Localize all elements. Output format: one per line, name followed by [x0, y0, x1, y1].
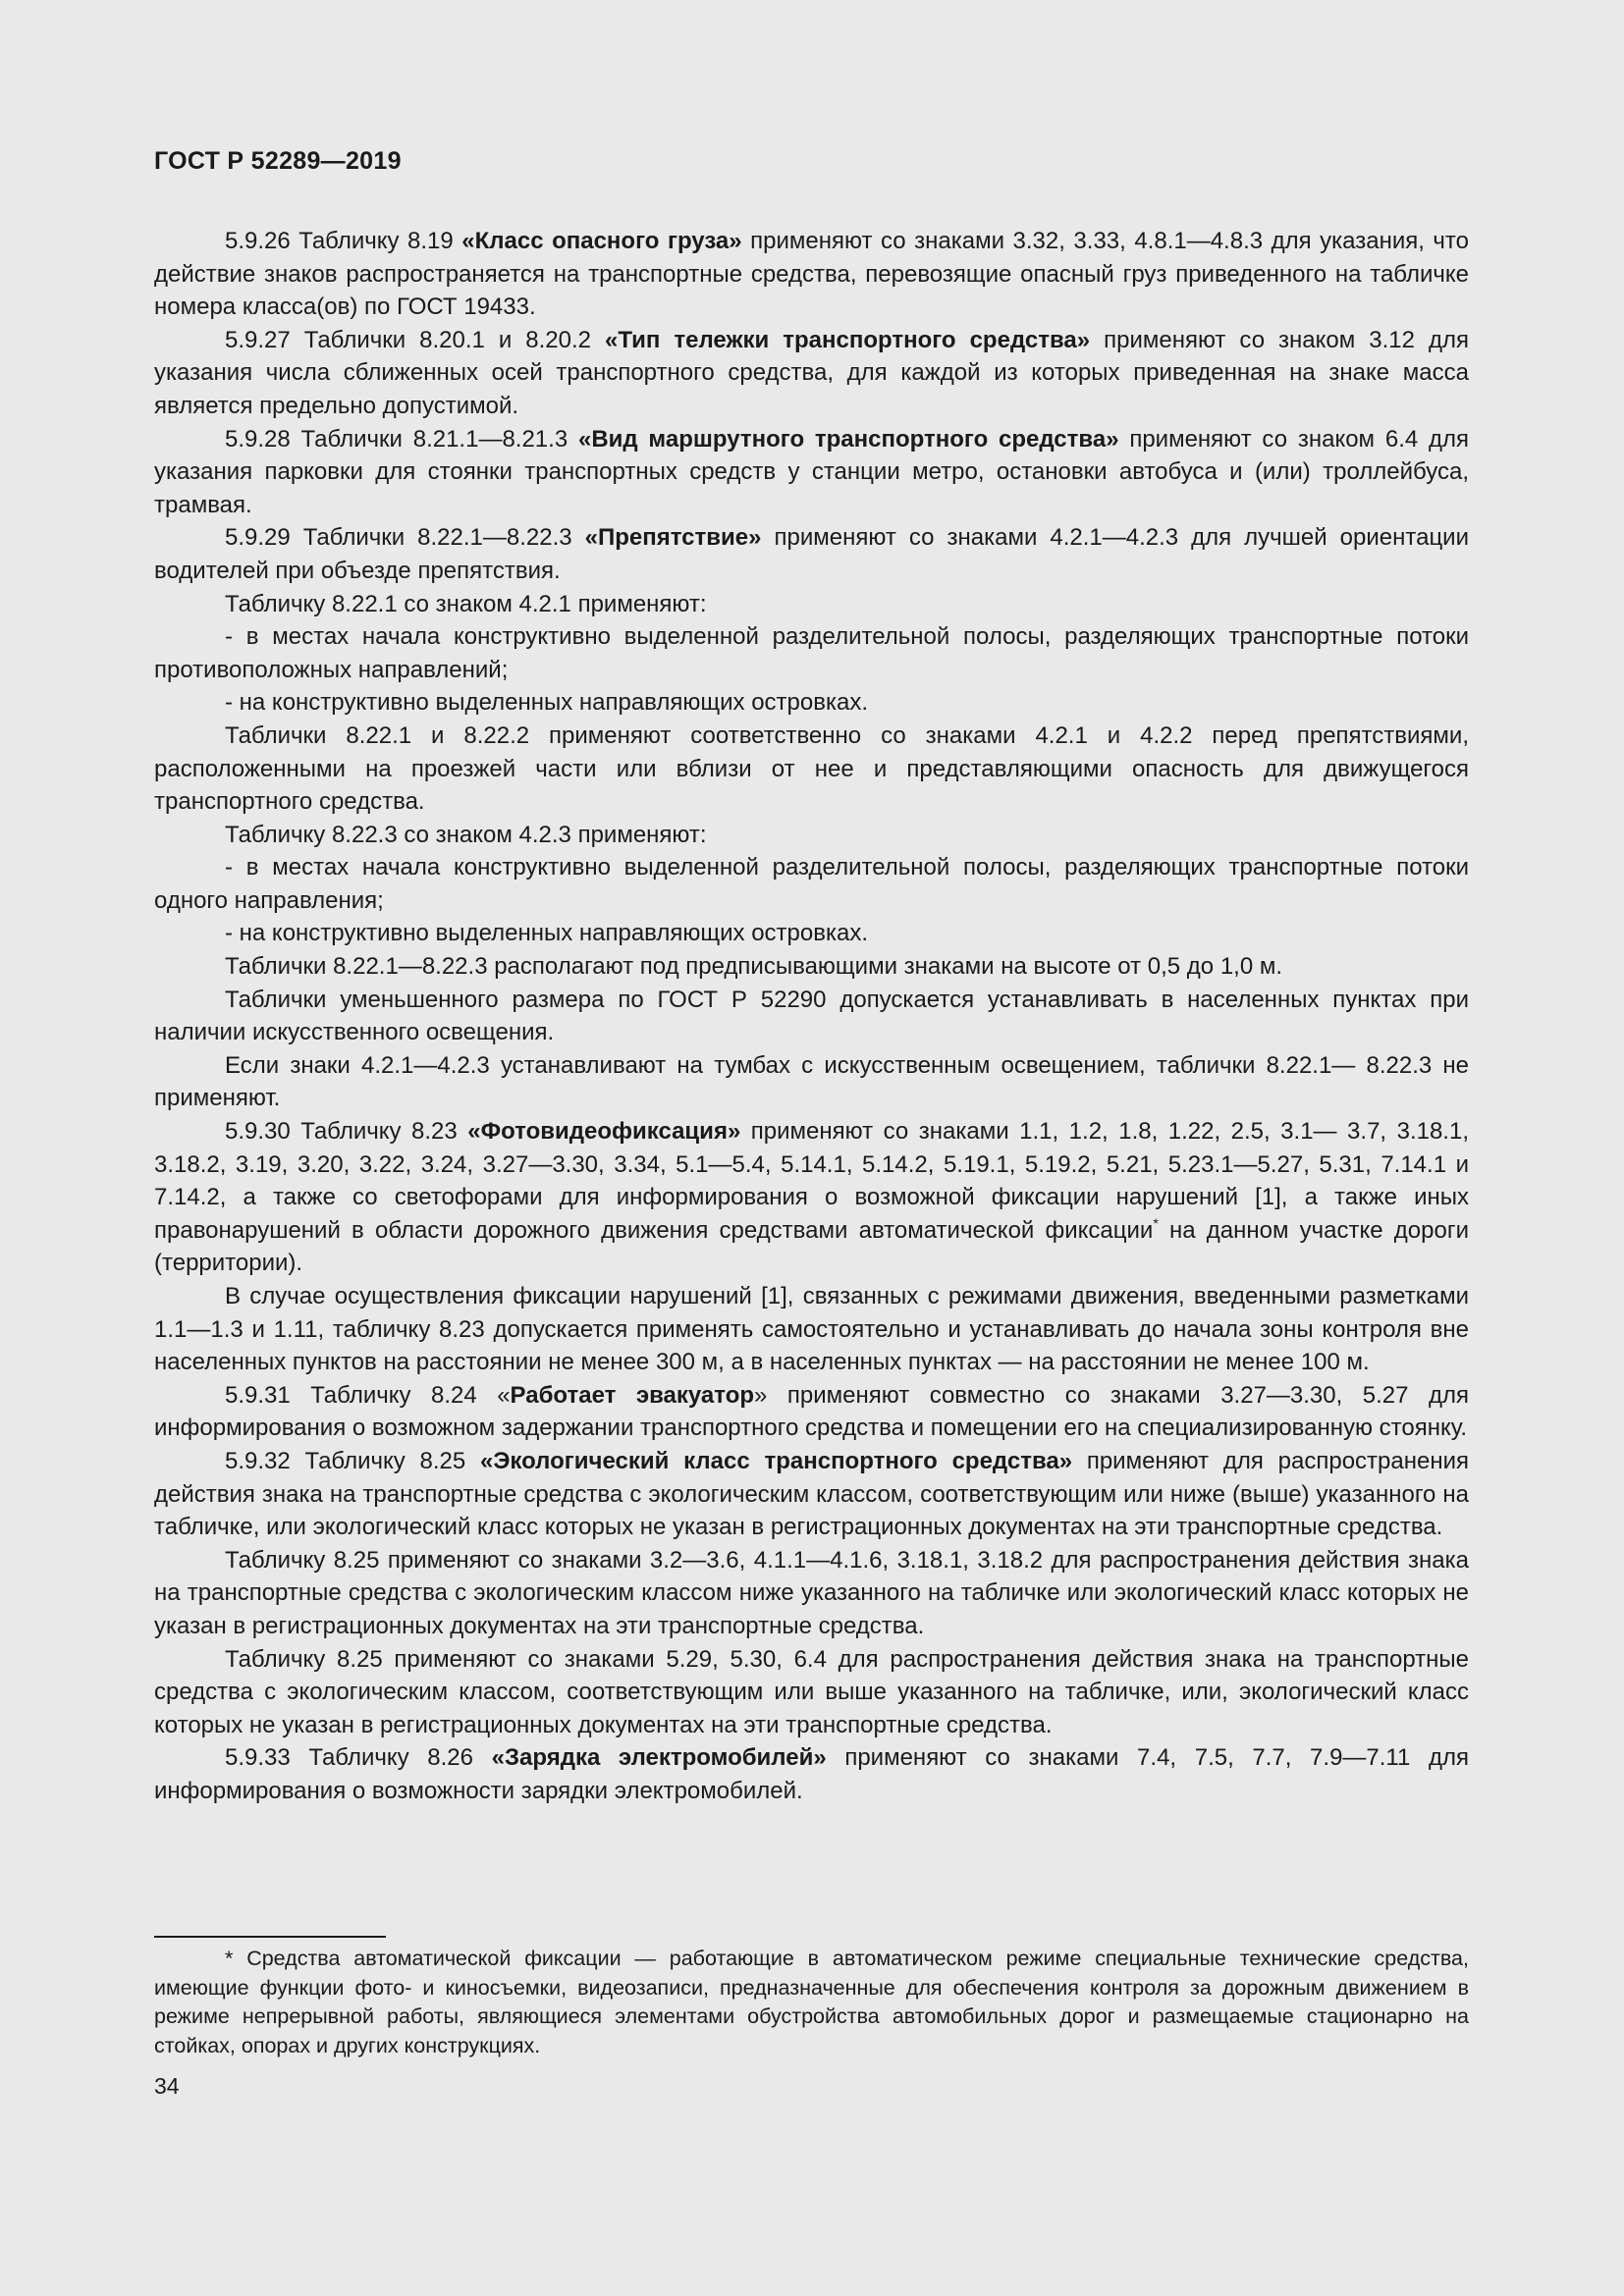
term-title: «Вид маршрутного транспортного средства» — [577, 425, 1119, 453]
paragraph — [154, 819, 1469, 852]
term-title: Работает эвакуатор — [510, 1381, 755, 1409]
body-text — [154, 225, 1469, 1808]
paragraph-text: на данном участке дороги (территории). — [154, 1216, 1469, 1277]
paragraph-text: В случае осуществления фиксации нарушений [1], связанных с режимами движения, введенными разметками 1.1—1.3 и 1.11, табличку 8.23 допускается применять самостоятельно и устанавливать до начала зоны контроля вне населенных пунктов на расстоянии не менее 300 м, а в населенных пунктах — на расстоянии не менее 100 м. — [154, 1283, 1469, 1376]
paragraph — [154, 1115, 1469, 1280]
paragraph — [154, 588, 1469, 621]
paragraph — [154, 1379, 1469, 1445]
paragraph — [154, 917, 1469, 950]
footnote-divider — [154, 1936, 386, 1938]
paragraph-text: 5.9.31 Табличку 8.24 « — [225, 1381, 511, 1409]
footnotes — [154, 1945, 1469, 2060]
paragraph — [154, 1544, 1469, 1643]
paragraph-text: - на конструктивно выделенных направляющих островках. — [225, 689, 869, 717]
term-title: «Тип тележки транспортного средства» — [605, 326, 1091, 353]
paragraph-text: применяют для распространения действия знака на транспортные средства с экологическим классом, соответствующим или ниже (выше) указанного на табличке, или экологический класс которых не указан в регистрационных документах на эти транспортные средства. — [154, 1447, 1469, 1541]
paragraph — [154, 1643, 1469, 1742]
paragraph-text: применяют со знаками 3.32, 3.33, 4.8.1—4.8.3 для указания, что действие знаков распространяется на транспортные средства, перевозящие опасный груз приведенного на табличке номера класса(ов) по ГОСТ 19433. — [154, 228, 1469, 321]
paragraph-text: применяют со знаком 6.4 для указания парковки для стоянки транспортных средств у станции метро, остановки автобуса и (или) троллейбуса, трамвая. — [154, 425, 1470, 518]
term-title: «Класс опасного груза» — [461, 228, 742, 254]
paragraph — [154, 1445, 1469, 1544]
paragraph — [154, 1049, 1469, 1115]
paragraph-text: 5.9.32 Табличку 8.25 — [225, 1447, 480, 1474]
paragraph-text: Табличку 8.22.3 со знаком 4.2.3 применяют: — [225, 821, 707, 848]
paragraph-text: Если знаки 4.2.1—4.2.3 устанавливают на тумбах с искусственным освещением, таблички 8.22.1— 8.22.3 не применяют. — [154, 1051, 1469, 1112]
paragraph — [154, 1741, 1469, 1807]
paragraph-text: Табличку 8.25 применяют со знаками 3.2—3.6, 4.1.1—4.1.6, 3.18.1, 3.18.2 для распространения действия знака на транспортные средства с экологическим классом ниже указанного на табличке или экологический класс которых не указан в регистрационных документах на эти транспортные средства. — [154, 1546, 1469, 1639]
paragraph-text: Таблички 8.22.1—8.22.3 располагают под предписывающими знаками на высоте от 0,5 до 1,0 м. — [225, 953, 1283, 981]
paragraph — [154, 1280, 1469, 1379]
paragraph-text: Табличку 8.25 применяют со знаками 5.29, 5.30, 6.4 для распространения действия знака на транспортные средства с экологическим классом, соответствующим или выше указанного на табличке, или, экологический класс которых не указан в регистрационных документах на эти транспортные средства. — [154, 1645, 1469, 1738]
paragraph — [154, 720, 1469, 819]
paragraph — [154, 423, 1469, 522]
paragraph — [154, 324, 1469, 423]
term-title: «Экологический класс транспортного средства» — [480, 1447, 1073, 1474]
paragraph-text: Таблички 8.22.1 и 8.22.2 применяют соответственно со знаками 4.2.1 и 4.2.2 перед препятствиями, расположенными на проезжей части или вблизи от нее и представляющими опасность для движущегося транспортного средства. — [154, 721, 1469, 816]
paragraph-text: применяют со знаком 3.12 для указания числа сближенных осей транспортного средства, для каждой из которых приведенная на знаке масса является предельно допустимой. — [154, 326, 1469, 419]
paragraph-text: Таблички уменьшенного размера по ГОСТ Р 52290 допускается устанавливать в населенных пунктах при наличии искусственного освещения. — [154, 986, 1469, 1046]
paragraph-text: 5.9.26 Табличку 8.19 — [225, 228, 462, 254]
paragraph-text: 5.9.29 Таблички 8.22.1—8.22.3 — [225, 524, 585, 552]
paragraph-text: Табличку 8.22.1 со знаком 4.2.1 применяют: — [225, 590, 707, 617]
paragraph-text: - на конструктивно выделенных направляющих островках. — [225, 920, 869, 947]
term-title: «Зарядка электромобилей» — [491, 1744, 827, 1772]
paragraph — [154, 225, 1469, 324]
paragraph-text: 5.9.33 Табличку 8.26 — [225, 1744, 492, 1772]
paragraph — [154, 686, 1469, 720]
paragraph — [154, 620, 1469, 686]
footnote-marker: * — [1153, 1214, 1159, 1231]
footnote-text: * Средства автоматической фиксации — работающие в автоматическом режиме специальные технические средства, имеющие функции фото- и киносъемки, видеозаписи, предназначенные для обеспечения контроля за дорожным движением в режиме непрерывной работы, являющиеся элементами обустройства автомобильных дорог и размещаемые стационарно на стойках, опорах и других конструкциях. — [154, 1947, 1469, 2057]
page-number: 34 — [154, 2073, 180, 2099]
paragraph — [154, 984, 1469, 1049]
paragraph-text: применяют со знаками 1.1, 1.2, 1.8, 1.22, 2.5, 3.1— 3.7, 3.18.1, 3.18.2, 3.19, 3.20, 3.22, 3.24, 3.27—3.30, 3.34, 5.1—5.4, 5.14.1, 5.14.2, 5.19.1, 5.19.2, 5.21, 5.23.1—5.27, 5.31, 7.14.1 и 7.14.2, а также со светофорами для информирования о возможной фиксации нарушений [1], а также иных правонарушений в области дорожного движения средствами автоматической фиксации — [154, 1118, 1469, 1244]
paragraph — [154, 851, 1469, 917]
term-title: «Фотовидеофиксация» — [467, 1118, 741, 1146]
paragraph-text: 5.9.30 Табличку 8.23 — [225, 1118, 468, 1146]
paragraph-text: - в местах начала конструктивно выделенной разделительной полосы, разделяющих транспортные потоки противоположных направлений; — [154, 623, 1469, 683]
paragraph — [154, 950, 1469, 984]
paragraph-text: 5.9.27 Таблички 8.20.1 и 8.20.2 — [225, 326, 606, 353]
paragraph-text: 5.9.28 Таблички 8.21.1—8.21.3 — [225, 425, 578, 453]
paragraph — [154, 521, 1469, 587]
paragraph-text: применяют со знаками 7.4, 7.5, 7.7, 7.9—7.11 для информирования о возможности зарядки электромобилей. — [154, 1744, 1469, 1804]
document-header: ГОСТ Р 52289—2019 — [154, 147, 402, 175]
paragraph-text: применяют со знаками 4.2.1—4.2.3 для лучшей ориентации водителей при объезде препятствия. — [154, 524, 1469, 584]
paragraph-text: - в местах начала конструктивно выделенной разделительной полосы, разделяющих транспортные потоки одного направления; — [154, 854, 1469, 914]
term-title: «Препятствие» — [584, 524, 762, 552]
paragraph-text: » применяют совместно со знаками 3.27—3.30, 5.27 для информирования о возможном задержании транспортного средства и помещении его на специализированную стоянку. — [154, 1381, 1469, 1442]
